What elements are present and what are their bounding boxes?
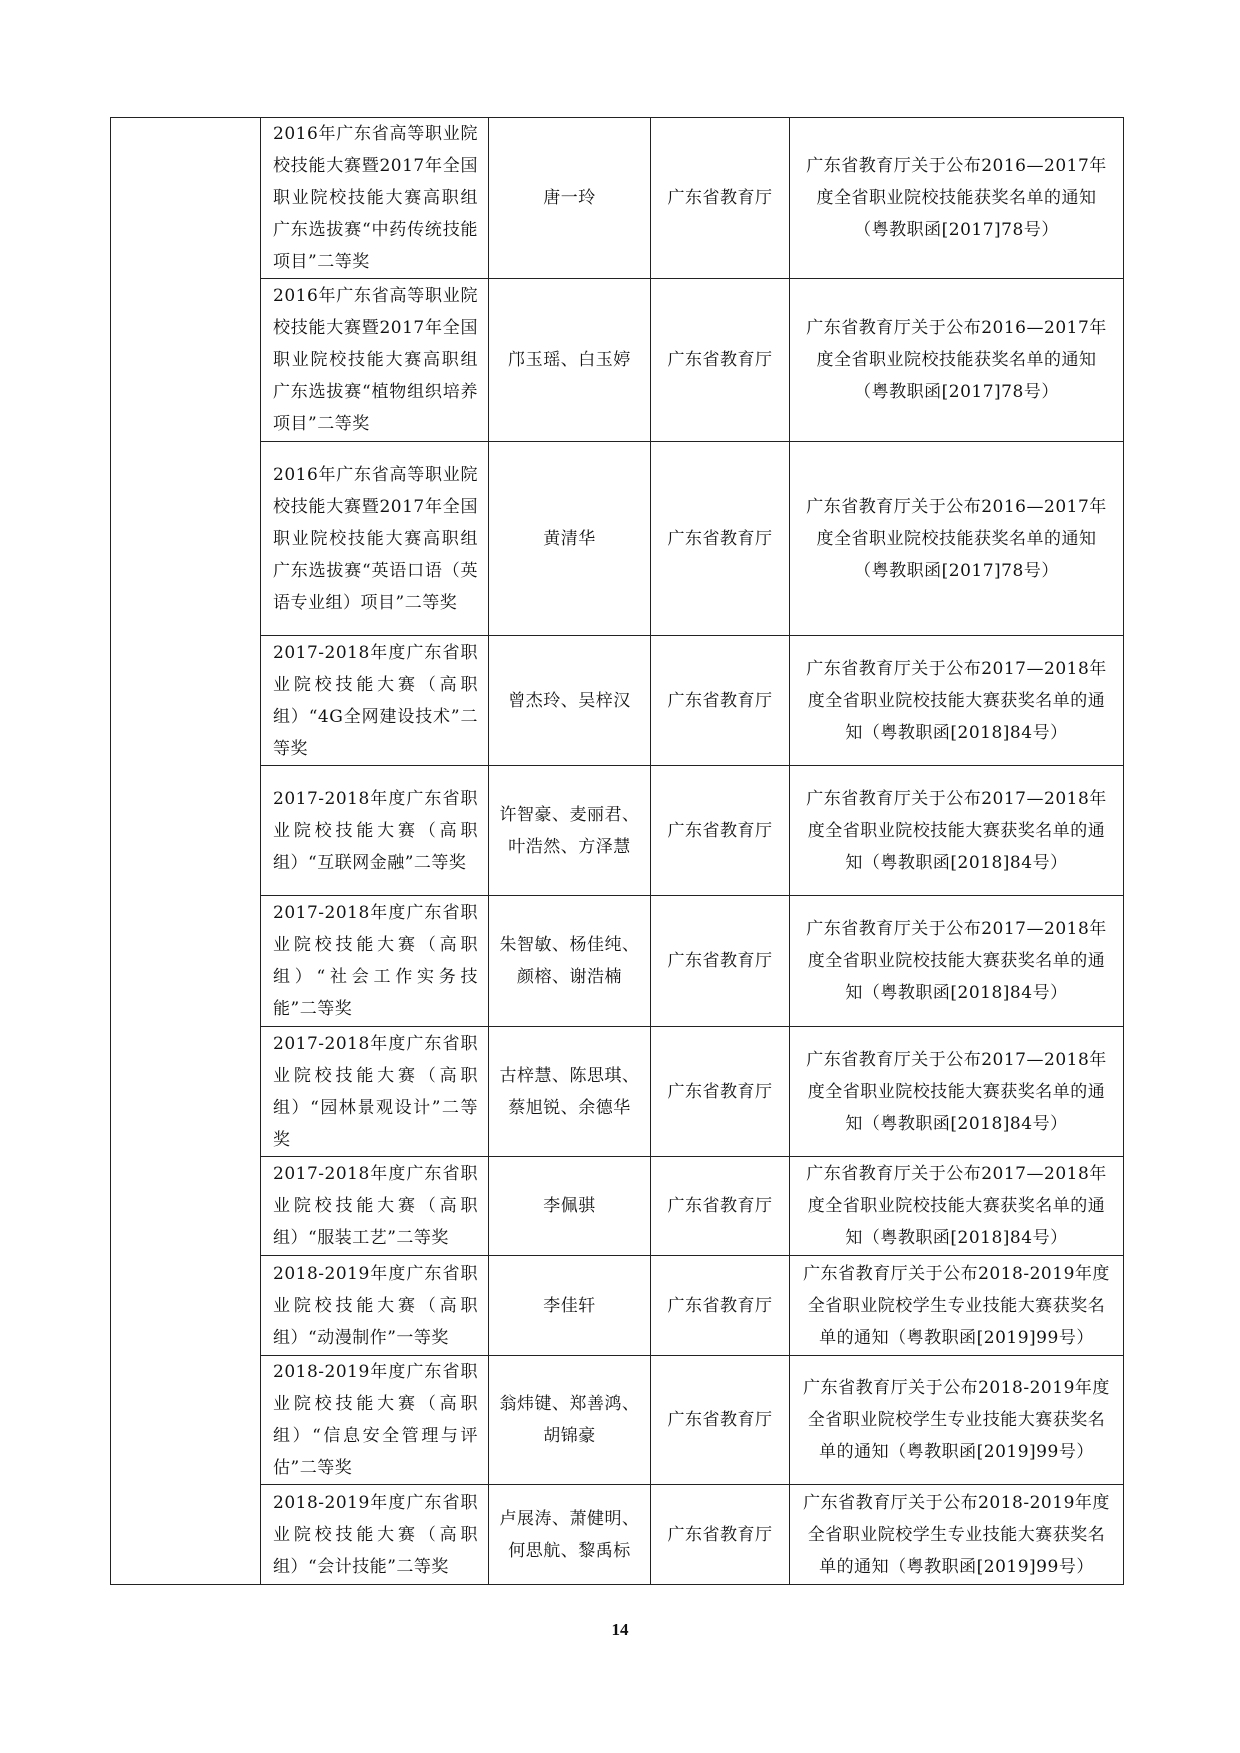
award-name-cell: 2017-2018年度广东省职业院校技能大赛（高职组）“4G全网建设技术”二等奖 <box>261 636 489 766</box>
award-name-cell: 2016年广东省高等职业院校技能大赛暨2017年全国职业院校技能大赛高职组广东选拔赛“英语口语（英语专业组）项目”二等奖 <box>261 442 489 636</box>
table-row <box>111 636 1124 766</box>
award-name-cell: 2018-2019年度广东省职业院校技能大赛（高职组）“会计技能”二等奖 <box>261 1485 489 1585</box>
document-cell: 广东省教育厅关于公布2017—2018年度全省职业院校技能大赛获奖名单的通知（粤教职函[2018]84号） <box>790 766 1124 896</box>
award-name-cell: 2016年广东省高等职业院校技能大赛暨2017年全国职业院校技能大赛高职组广东选拔赛“中药传统技能项目”二等奖 <box>261 118 489 279</box>
document-cell: 广东省教育厅关于公布2017—2018年度全省职业院校技能大赛获奖名单的通知（粤教职函[2018]84号） <box>790 636 1124 766</box>
winners-cell: 卢展涛、萧健明、何思航、黎禹标 <box>489 1485 651 1585</box>
issuer-cell: 广东省教育厅 <box>651 1356 790 1485</box>
award-name-cell: 2018-2019年度广东省职业院校技能大赛（高职组）“动漫制作”一等奖 <box>261 1256 489 1356</box>
table-row <box>111 1256 1124 1356</box>
issuer-cell: 广东省教育厅 <box>651 1157 790 1256</box>
awards-table <box>110 117 1124 1585</box>
table-row <box>111 896 1124 1027</box>
document-cell: 广东省教育厅关于公布2016—2017年度全省职业院校技能获奖名单的通知（粤教职函[2017]78号） <box>790 118 1124 279</box>
table-row <box>111 1027 1124 1157</box>
issuer-cell: 广东省教育厅 <box>651 766 790 896</box>
document-cell: 广东省教育厅关于公布2016—2017年度全省职业院校技能获奖名单的通知（粤教职函[2017]78号） <box>790 442 1124 636</box>
document-cell: 广东省教育厅关于公布2017—2018年度全省职业院校技能大赛获奖名单的通知（粤教职函[2018]84号） <box>790 896 1124 1027</box>
issuer-cell: 广东省教育厅 <box>651 118 790 279</box>
winners-cell: 翁炜键、郑善鸿、胡锦豪 <box>489 1356 651 1485</box>
page-number: 14 <box>611 1620 629 1639</box>
table-row <box>111 118 1124 279</box>
document-cell: 广东省教育厅关于公布2018-2019年度全省职业院校学生专业技能大赛获奖名单的通知（粤教职函[2019]99号） <box>790 1356 1124 1485</box>
issuer-cell: 广东省教育厅 <box>651 1256 790 1356</box>
issuer-cell: 广东省教育厅 <box>651 1027 790 1157</box>
award-name-cell: 2017-2018年度广东省职业院校技能大赛（高职组）“园林景观设计”二等奖 <box>261 1027 489 1157</box>
issuer-cell: 广东省教育厅 <box>651 442 790 636</box>
winners-cell: 曾杰玲、吴梓汉 <box>489 636 651 766</box>
winners-cell: 黄清华 <box>489 442 651 636</box>
table-row <box>111 1356 1124 1485</box>
award-name-cell: 2016年广东省高等职业院校技能大赛暨2017年全国职业院校技能大赛高职组广东选拔赛“植物组织培养项目”二等奖 <box>261 279 489 442</box>
award-name-cell: 2017-2018年度广东省职业院校技能大赛（高职组）“互联网金融”二等奖 <box>261 766 489 896</box>
winners-cell: 邝玉瑶、白玉婷 <box>489 279 651 442</box>
document-cell: 广东省教育厅关于公布2018-2019年度全省职业院校学生专业技能大赛获奖名单的通知（粤教职函[2019]99号） <box>790 1256 1124 1356</box>
winners-cell: 朱智敏、杨佳纯、颜榕、谢浩楠 <box>489 896 651 1027</box>
document-cell: 广东省教育厅关于公布2017—2018年度全省职业院校技能大赛获奖名单的通知（粤教职函[2018]84号） <box>790 1027 1124 1157</box>
issuer-cell: 广东省教育厅 <box>651 896 790 1027</box>
table-row <box>111 279 1124 442</box>
winners-cell: 李佩骐 <box>489 1157 651 1256</box>
document-cell: 广东省教育厅关于公布2017—2018年度全省职业院校技能大赛获奖名单的通知（粤教职函[2018]84号） <box>790 1157 1124 1256</box>
table-row <box>111 1485 1124 1585</box>
table-row <box>111 1157 1124 1256</box>
issuer-cell: 广东省教育厅 <box>651 1485 790 1585</box>
winners-cell: 李佳轩 <box>489 1256 651 1356</box>
document-cell: 广东省教育厅关于公布2018-2019年度全省职业院校学生专业技能大赛获奖名单的通知（粤教职函[2019]99号） <box>790 1485 1124 1585</box>
award-name-cell: 2018-2019年度广东省职业院校技能大赛（高职组）“信息安全管理与评估”二等奖 <box>261 1356 489 1485</box>
issuer-cell: 广东省教育厅 <box>651 279 790 442</box>
winners-cell: 许智豪、麦丽君、叶浩然、方泽慧 <box>489 766 651 896</box>
winners-cell: 唐一玲 <box>489 118 651 279</box>
table-row <box>111 442 1124 636</box>
winners-cell: 古梓慧、陈思琪、蔡旭锐、余德华 <box>489 1027 651 1157</box>
table-row <box>111 766 1124 896</box>
issuer-cell: 广东省教育厅 <box>651 636 790 766</box>
award-name-cell: 2017-2018年度广东省职业院校技能大赛（高职组）“服装工艺”二等奖 <box>261 1157 489 1256</box>
document-cell: 广东省教育厅关于公布2016—2017年度全省职业院校技能获奖名单的通知（粤教职函[2017]78号） <box>790 279 1124 442</box>
category-cell <box>111 118 261 1585</box>
award-name-cell: 2017-2018年度广东省职业院校技能大赛（高职组）“社会工作实务技能”二等奖 <box>261 896 489 1027</box>
